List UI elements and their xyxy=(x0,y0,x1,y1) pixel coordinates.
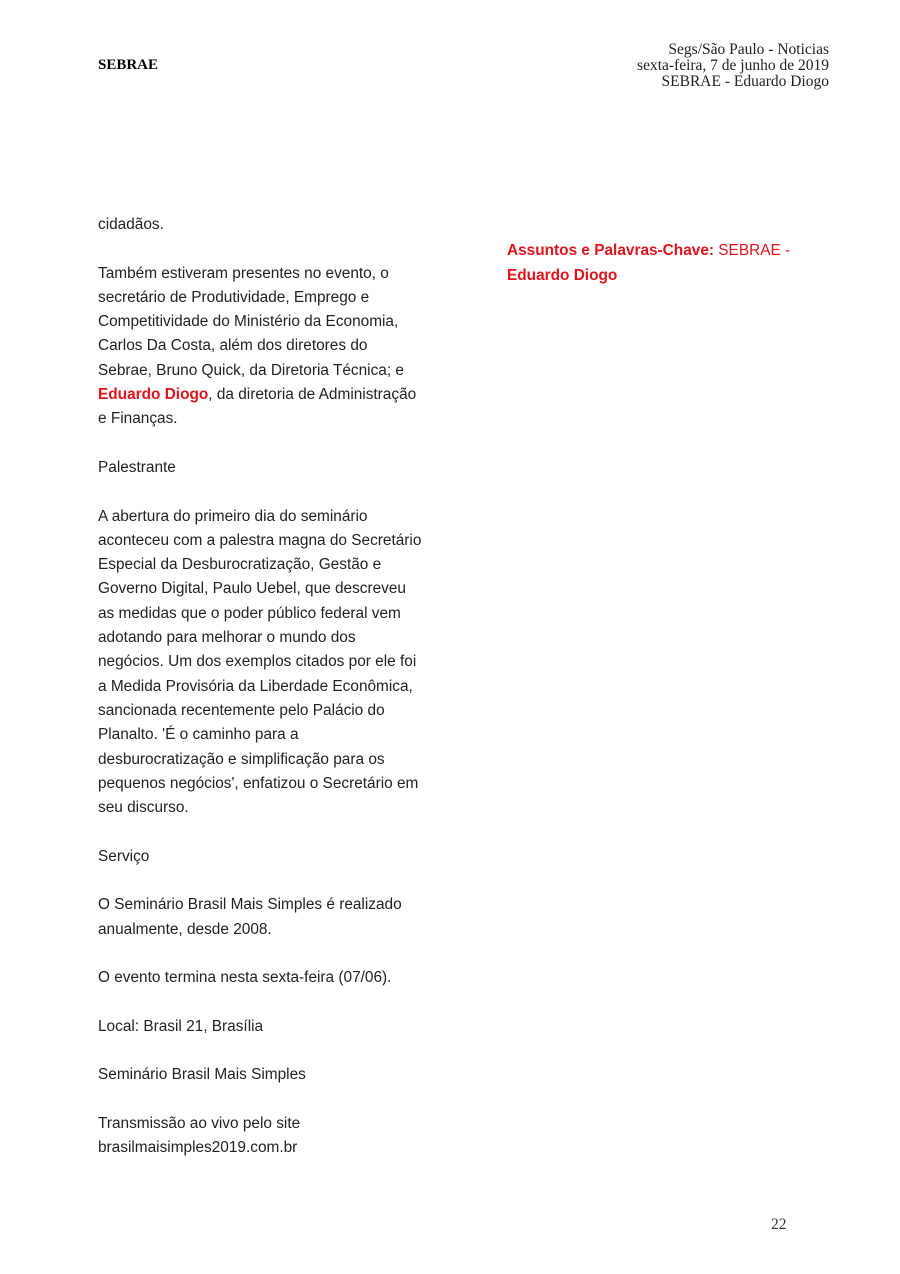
text-line: adotando para melhorar o mundo dos xyxy=(98,629,356,647)
paragraph-5 xyxy=(98,966,428,990)
text-line: pequenos negócios', enfatizou o Secretário em xyxy=(98,774,419,792)
text-line: anualmente, desde 2008. xyxy=(98,920,272,938)
keywords-label: Assuntos e Palavras-Chave: xyxy=(507,242,715,259)
text-line: Transmissão ao vivo pelo site xyxy=(98,1114,301,1132)
publication-label: SEBRAE xyxy=(98,57,159,73)
text-line xyxy=(98,383,428,407)
keywords-line xyxy=(507,263,827,288)
text-line: O evento termina nesta sexta-feira (07/06). xyxy=(98,969,392,987)
text-line: Governo Digital, Paulo Uebel, que descreveu xyxy=(98,580,406,598)
paragraph-6 xyxy=(98,1015,428,1039)
keyword-eduardo-diogo: Eduardo Diogo xyxy=(507,267,618,284)
text-line: aconteceu com a palestra magna do Secretário xyxy=(98,531,422,549)
paragraph-2 xyxy=(98,262,428,432)
article-body xyxy=(98,213,428,1161)
text-line: Seminário Brasil Mais Simples xyxy=(98,1066,306,1084)
header-date: sexta-feira, 7 de junho de 2019 xyxy=(637,57,829,74)
text-line: Também estiveram presentes no evento, o xyxy=(98,264,389,282)
text-line: as medidas que o poder público federal vem xyxy=(98,604,401,622)
text-line: Sebrae, Bruno Quick, da Diretoria Técnica; e xyxy=(98,361,404,379)
website-text: brasilmaisimples2019.com.br xyxy=(98,1139,298,1157)
keywords-line xyxy=(507,238,827,263)
text-line: Planalto. 'É o caminho para a xyxy=(98,726,299,744)
text-fragment: , da diretoria de Administração xyxy=(208,386,417,404)
text-line: seu discurso. xyxy=(98,799,189,817)
paragraph-4 xyxy=(98,893,428,942)
highlighted-name: Eduardo Diogo xyxy=(98,386,209,404)
text-line: Local: Brasil 21, Brasília xyxy=(98,1017,264,1035)
keywords-box xyxy=(507,238,827,288)
text-line: Carlos Da Costa, além dos diretores do xyxy=(98,337,368,355)
keyword-sebrae: SEBRAE - xyxy=(714,242,791,259)
text-line: secretário de Produtividade, Emprego e xyxy=(98,288,370,306)
paragraph-1 xyxy=(98,213,428,237)
header-meta xyxy=(637,42,829,90)
text-line: cidadãos. xyxy=(98,216,164,233)
text-line: Especial da Desburocratização, Gestão e xyxy=(98,556,382,574)
text-line: desburocratização e simplificação para os xyxy=(98,750,385,768)
text-line: e Finanças. xyxy=(98,410,178,428)
paragraph-7 xyxy=(98,1063,428,1087)
paragraph-8 xyxy=(98,1112,428,1161)
section-heading-palestrante: Palestrante xyxy=(98,458,176,476)
section-heading-servico: Serviço xyxy=(98,847,150,865)
text-line: negócios. Um dos exemplos citados por ele foi xyxy=(98,653,417,671)
header-subject: SEBRAE - Eduardo Diogo xyxy=(661,73,829,90)
paragraph-3 xyxy=(98,505,428,821)
page-number: 22 xyxy=(771,1216,787,1233)
text-line: Competitividade do Ministério da Economia, xyxy=(98,313,399,331)
text-line: O Seminário Brasil Mais Simples é realizado xyxy=(98,896,402,914)
text-line: a Medida Provisória da Liberdade Econômica, xyxy=(98,677,413,695)
text-line: A abertura do primeiro dia do seminário xyxy=(98,507,368,525)
header-source: Segs/São Paulo - Noticias xyxy=(668,41,829,58)
text-line: sancionada recentemente pelo Palácio do xyxy=(98,701,385,719)
